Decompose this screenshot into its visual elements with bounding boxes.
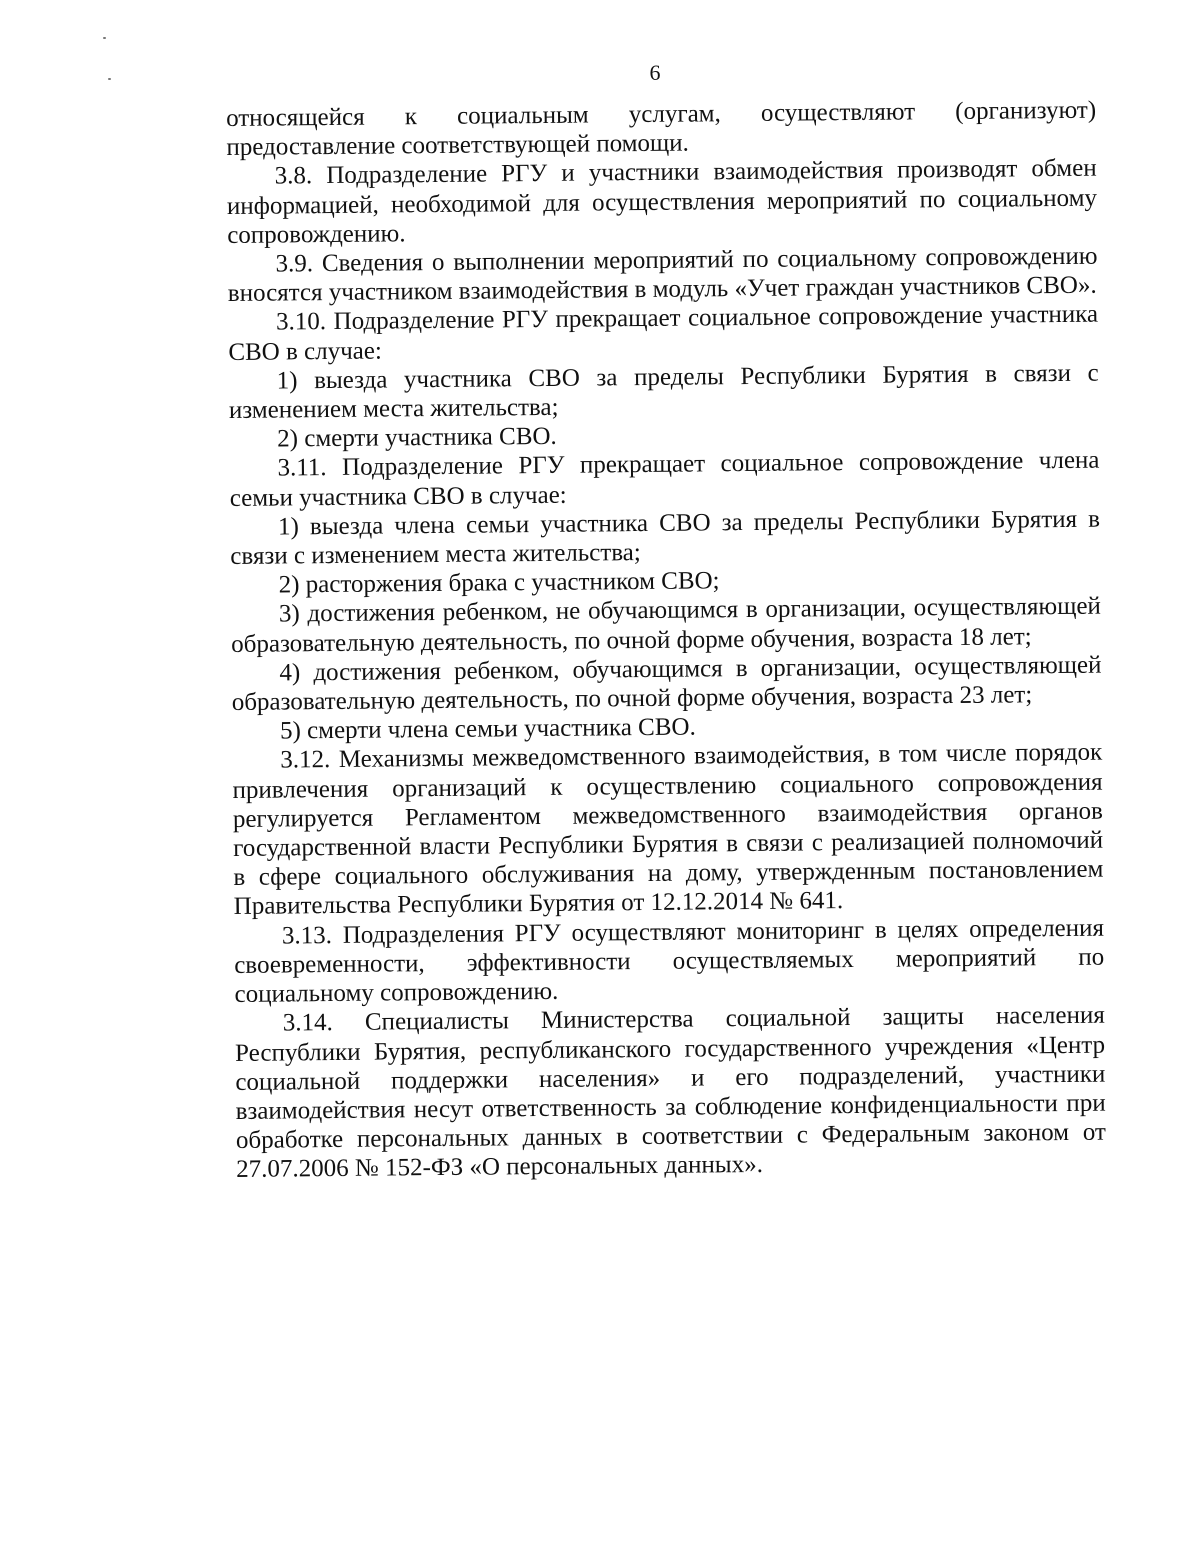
list-item-3-10-1: 1) выезда участника СВО за пределы Республики Бурятия в связи с изменением места жительства; [228,359,1099,425]
list-item-3-11-5: 5) смерти члена семьи участника СВО. [279,713,696,745]
paragraph-3-10: 3.10. Подразделение РГУ прекращает социальное сопровождение участника СВО в случае: [228,301,1099,366]
paragraph-continuation: относящейся к социальным услугам, осуществляют (организуют) предоставление соответствующей помощи. [226,96,1097,162]
list-item-3-10-2: 2) смерти участника СВО. [277,423,557,453]
list-item-3-11-4: 4) достижения ребенком, обучающимся в организации, осуществляющей образовательную деятельность, по очной форме обучения, возраста 23 лет; [231,651,1102,717]
document-body [226,96,1106,1185]
list-item-3-11-3: 3) достижения ребенком, не обучающимся в организации, осуществляющей образовательную деятельность, по очной форме обучения, возраста 18 лет; [231,593,1101,658]
list-item-3-11-1: 1) выезда члена семьи участника СВО за пределы Республики Бурятия в связи с изменением места жительства; [230,505,1101,571]
paragraph-3-9: 3.9. Сведения о выполнении мероприятий по социальному сопровождению вносятся участником взаимодействия в модуль «Учет граждан участников СВО». [227,242,1098,308]
list-item-3-11-2: 2) расторжения брака с участником СВО; [278,567,720,599]
paragraph-3-14: 3.14. Специалисты Министерства социальной защиты населения Республики Бурятия, республиканского государственного учреждения «Центр социальной поддержки населения» и его подразделений, участники взаимодействия несут ответственность за соблюдение конфиденциальности при обработке персональных данных в соответствии с Федеральным законом от 27.07.2006 № 152-ФЗ «О персональных данных». [234,1001,1107,1184]
scan-speck [103,37,106,39]
paragraph-3-8: 3.8. Подразделение РГУ и участники взаимодействия производят обмен информацией, необходимой для осуществления мероприятий по социальному сопровождению. [226,155,1098,249]
paragraph-3-11: 3.11. Подразделение РГУ прекращает социальное сопровождение члена семьи участника СВО в случае: [229,447,1100,512]
page-number: 6 [649,60,661,85]
paragraph-3-12: 3.12. Механизмы межведомственного взаимодействия, в том числе порядок привлечения организаций к осуществлению социального сопровождения регулируется Регламентом межведомственного взаимодействия органов государственной власти Республики Бурятия в связи с реализацией полномочий в сфере социального обслуживания на дому, утвержденным постановлением Правительства Республики Бурятия от 12.12.2014 № 641. [232,739,1104,921]
paragraph-3-13: 3.13. Подразделения РГУ осуществляют мониторинг в целях определения своевременности, эффективности осуществляемых мероприятий по социальному сопровождению. [234,914,1105,1009]
